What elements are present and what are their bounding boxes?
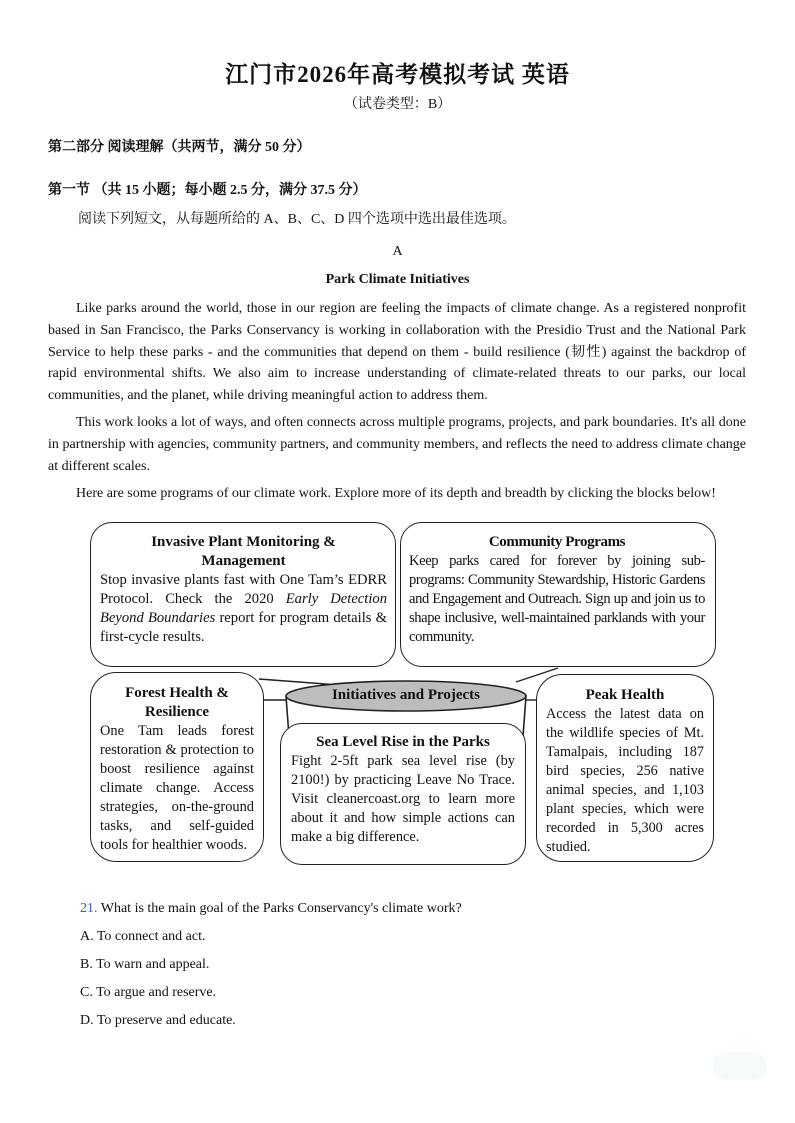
report-title-italic: Early Detection Beyond Boundaries [100,591,387,626]
sea-level-block[interactable] [280,723,526,865]
peak-health-body: Access the latest data on the wildlife species of Mt. Tamalpais, including 187 bird species, 256 native animal species, and 1,103 plant species, which were recorded in 5,300 acres studied. [546,706,704,855]
part-heading: 第二部分 阅读理解（共两节，满分 50 分） [48,140,311,155]
paragraph-3: Here are some programs of our climate work. Explore more of its depth and breadth by clicking the blocks below! [76,486,716,501]
subsection-heading: 第一节 （共 15 小题；每小题 2.5 分，满分 37.5 分） [48,183,367,198]
exam-title: 江门市2026年高考模拟考试 英语 [225,62,570,87]
invasive-plant-block[interactable] [90,522,396,667]
option-a[interactable]: A. To connect and act. [80,929,206,944]
forest-health-block[interactable] [90,672,264,862]
community-programs-body: Keep parks cared for forever by joining sub-programs: Community Stewardship, Historic Gardens and Engagement and Outreach. Sign up and join us to shape inclusive, well-maintained parklands with your community. [409,553,705,645]
exam-subtitle: （试卷类型：B） [343,97,452,112]
forest-health-body: One Tam leads forest restoration & protection to boost resilience against climate change. Access strategies, on-the-ground tasks, and self-guided tools for healthier woods. [100,723,254,853]
passage-letter: A [392,244,403,259]
paragraph-2: This work looks a lot of ways, and often connects across multiple programs, projects, and park boundaries. It's all done in partnership with agencies, community partners, and community members, and reflects the need to address climate change at different scales. [48,415,746,474]
invasive-plant-body [100,571,387,647]
instruction-text: 阅读下列短文，从每题所给的 A、B、C、D 四个选项中选出最佳选项。 [78,212,516,227]
passage-title: Park Climate Initiatives [325,272,470,287]
center-label: Initiatives and Projects [331,687,481,703]
peak-health-title: Peak Health [585,687,665,703]
watermark-logo [713,1052,767,1080]
option-c[interactable]: C. To argue and reserve. [80,985,217,1000]
question-stem: What is the main goal of the Parks Conservancy's climate work? [97,901,462,916]
community-programs-block[interactable] [400,522,716,667]
paragraph-1: Like parks around the world, those in our region are feeling the impacts of climate change. As a registered nonprofit based in San Francisco, the Parks Conservancy is working in collaboration with the Presidio Trust and the National Park Service to help these parks - and the communities that depend on them - build resilience (韧性) against the backdrop of rapid environmental shifts. We also aim to increase understanding of climate-related threats to our parks, our local communities, and the planet, while driving meaningful action to address them. [48,301,746,404]
invasive-plant-title: Invasive Plant Monitoring & Management [151,534,336,569]
sea-level-body: Fight 2-5ft park sea level rise (by 2100!) by practicing Leave No Trace. Visit cleanercoast.org to learn more about it and how simple actions can make a big difference. [291,753,515,845]
option-b[interactable]: B. To warn and appeal. [80,957,210,972]
option-d[interactable]: D. To preserve and educate. [80,1013,236,1028]
peak-health-block[interactable] [536,674,714,862]
sea-level-title: Sea Level Rise in the Parks [316,734,490,750]
invasive-body-text: Stop invasive plants fast with One Tam’s EDRR Protocol. Check the 2020 [100,572,387,607]
forest-health-title: Forest Health & Resilience [125,685,229,720]
question-number: 21. [80,901,98,916]
question-21 [80,901,462,917]
community-programs-title: Community Programs [488,534,626,550]
invasive-body-text-end: report for program details & first-cycle results. [100,610,387,645]
